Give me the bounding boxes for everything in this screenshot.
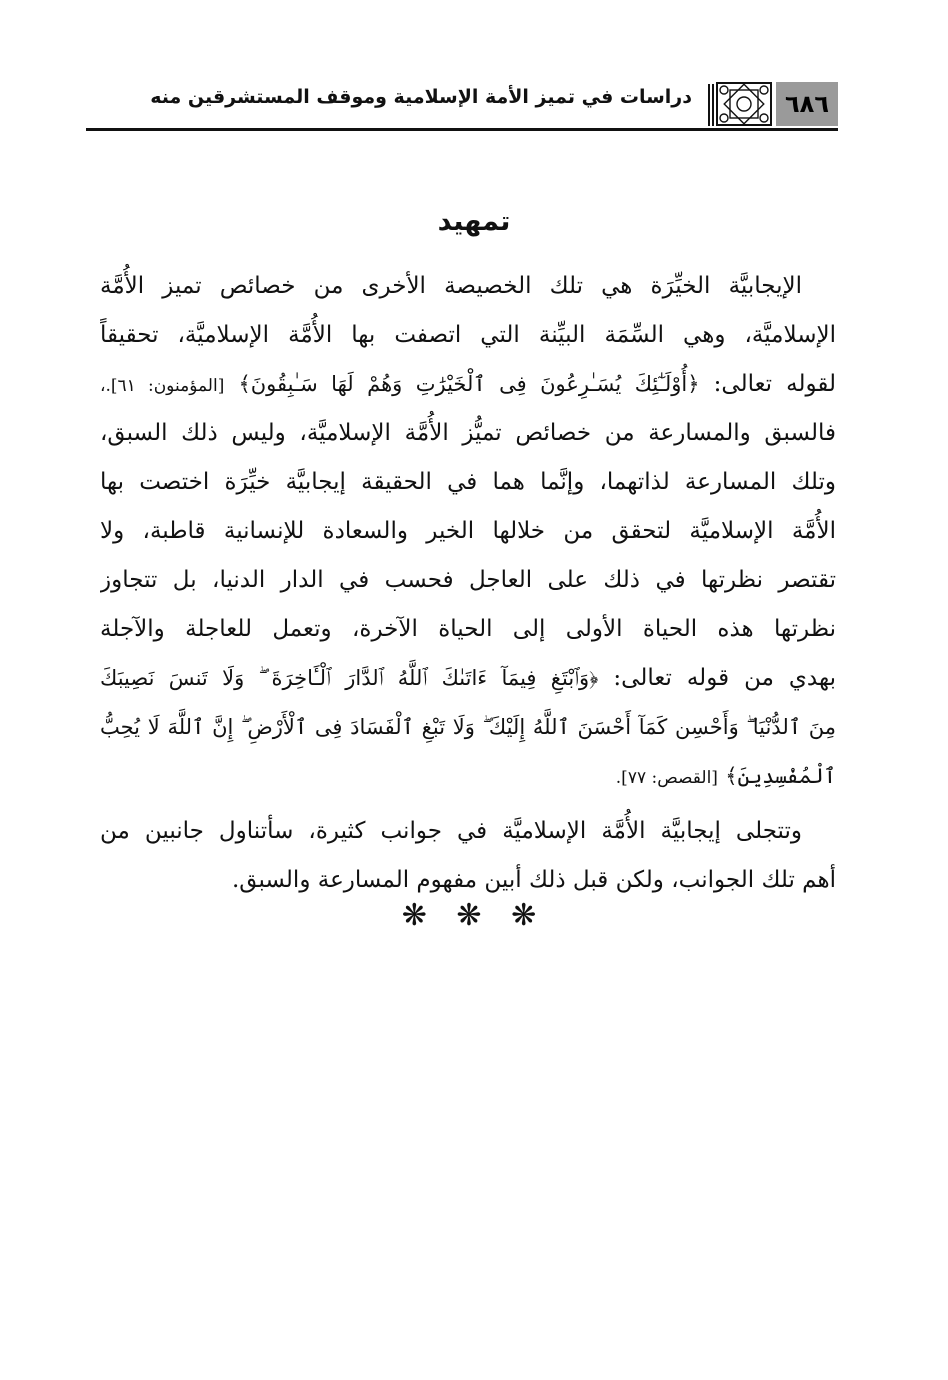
- paragraph-1-line: فالسبق والمسارعة من خصائص تميُّز الأُمَّة الإسلاميَّة، وليس ذلك السبق،: [100, 420, 836, 446]
- paragraph-1-line: الأُمَّة الإسلاميَّة لتحقق من خلالها الخير والسعادة للإنسانية قاطبة، ولا: [100, 518, 836, 544]
- verse-reference: [القصص: ٧٧].: [615, 768, 718, 788]
- quran-verse: ٱلْمُفْسِدِينَ﴾: [725, 764, 836, 788]
- paragraph-1-line: [100, 654, 836, 703]
- quran-verse: ﴿وَٱبْتَغِ فِيمَآ ءَاتَىٰكَ ٱللَّهُ ٱلدَّارَ ٱلْـَٔاخِرَةَ ۖ وَلَا تَنسَ نَصِيبَكَ: [100, 666, 599, 690]
- page-header: [86, 82, 838, 132]
- paragraph-2-line: وتتجلى إيجابيَّة الأُمَّة الإسلاميَّة في جوانب كثيرة، سأتناول جانبين من: [100, 818, 802, 844]
- header-separator: [708, 84, 714, 126]
- paragraph-1-line: الإيجابيَّة الخيِّرَة هي تلك الخصيصة الأخرى من خصائص تميز الأُمَّة: [100, 273, 802, 299]
- paragraph-1-line: الإسلاميَّة، وهي السِّمَة البيِّنة التي اتصفت بها الأُمَّة الإسلاميَّة، تحقيقاً: [100, 322, 836, 348]
- header-rule: [86, 128, 838, 131]
- section-divider: ❋ ❋ ❋: [401, 898, 547, 933]
- quran-verse: ﴿أُوْلَـٰٓئِكَ يُسَـٰرِعُونَ فِى ٱلْخَيْرَٰتِ وَهُمْ لَهَا سَـٰبِقُونَ﴾: [238, 372, 700, 396]
- book-title: دراسات في تميز الأمة الإسلامية وموقف المستشرقين منه: [150, 86, 692, 108]
- paragraph-2-line: أهم تلك الجوانب، ولكن قبل ذلك أبين مفهوم المسارعة والسبق.: [231, 867, 836, 893]
- page-number: ٦٨٦: [776, 82, 838, 126]
- text-fragment: بهدي من قوله تعالى:: [613, 665, 836, 691]
- text-fragment: لقوله تعالى:: [713, 371, 836, 397]
- body-text: [100, 262, 836, 905]
- paragraph-1-line: [100, 752, 836, 801]
- paragraph-1-line: [100, 360, 836, 409]
- verse-reference: [المؤمنون: ٦١].،: [100, 376, 225, 396]
- octagram-ornament-icon: [716, 82, 772, 126]
- section-title: تمهيد: [437, 206, 511, 237]
- quran-verse-line: مِنَ ٱلدُّنْيَا ۖ وَأَحْسِن كَمَآ أَحْسَنَ ٱللَّهُ إِلَيْكَ ۖ وَلَا تَبْغِ ٱلْفَسَادَ فِى ٱلْأَرْضِ ۖ إِنَّ ٱللَّهَ لَا يُحِبُّ: [100, 715, 836, 739]
- paragraph-1-line: وتلك المسارعة لذاتهما، وإنَّما هما في الحقيقة إيجابيَّة خيِّرَة اختصت بها: [100, 469, 836, 495]
- paragraph-1-line: تقتصر نظرتها في ذلك على العاجل فحسب في الدار الدنيا، بل تتجاوز: [100, 567, 836, 593]
- paragraph-1-line: نظرتها هذه الحياة الأولى إلى الحياة الآخرة، وتعمل للعاجلة والآجلة: [100, 616, 836, 642]
